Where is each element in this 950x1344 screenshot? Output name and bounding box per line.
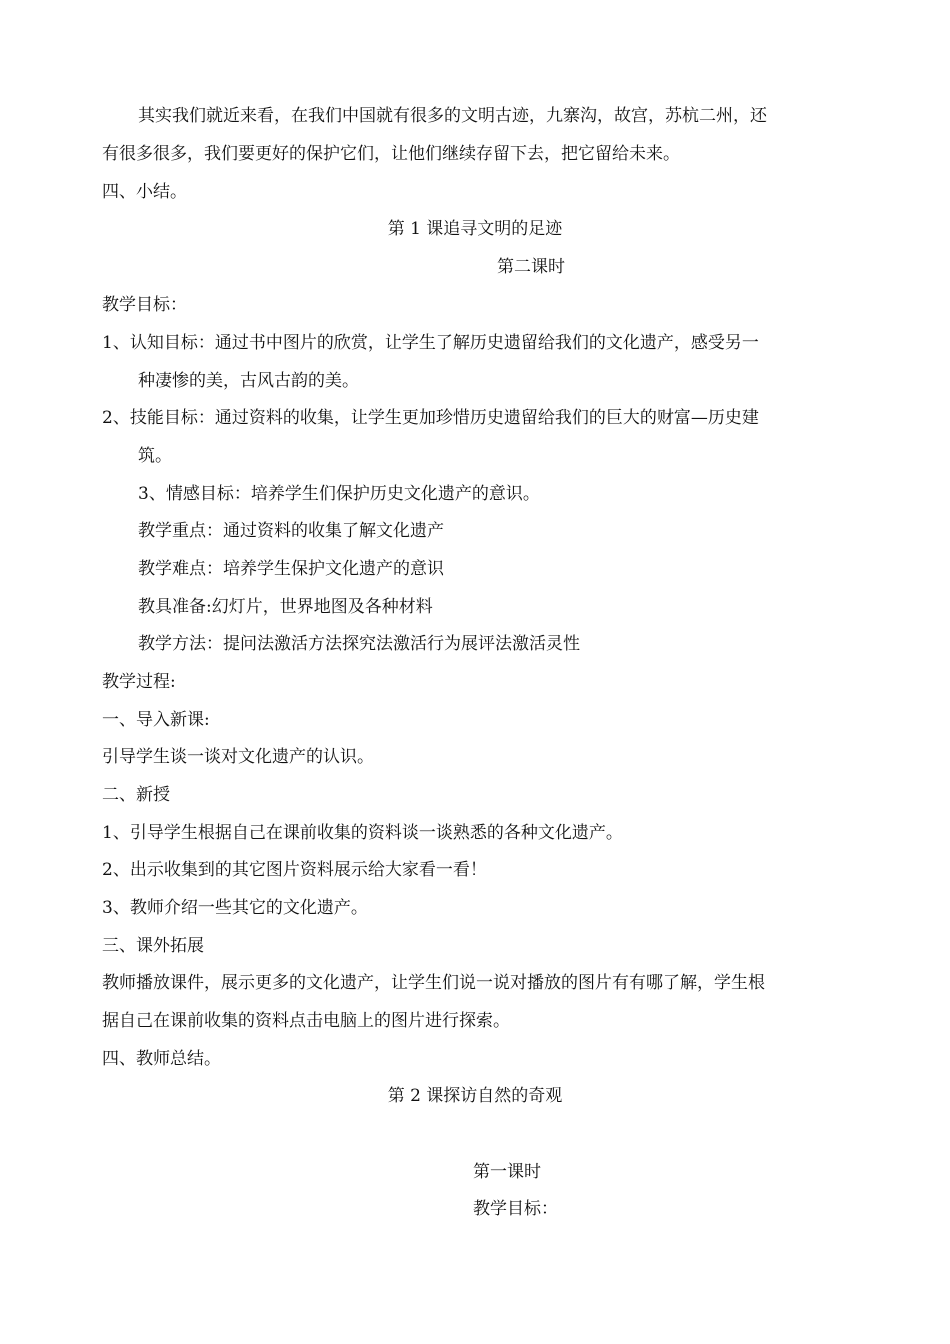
lesson-period: 第二课时 [497,257,565,277]
paragraph-line: 有很多很多，我们要更好的保护它们，让他们继续存留下去，把它留给未来。 [102,144,680,164]
step-item: 3、教师介绍一些其它的文化遗产。 [102,898,368,918]
step-text: 教师播放课件，展示更多的文化遗产，让学生们说一说对播放的图片有有哪了解，学生根 [102,973,765,993]
key-point: 教学重点：通过资料的收集了解文化遗产 [138,521,444,541]
methods: 教学方法：提问法激活方法探究法激活行为展评法激活灵性 [138,634,580,654]
materials: 教具准备:幻灯片，世界地图及各种材料 [138,597,433,617]
step-text: 据自己在课前收集的资料点击电脑上的图片进行探索。 [102,1011,510,1031]
step-heading: 二、新授 [102,785,170,805]
objective-item-continued: 筑。 [138,446,172,466]
step-item: 2、出示收集到的其它图片资料展示给大家看一看！ [102,860,487,880]
objective-item-continued: 种凄惨的美，古风古韵的美。 [138,371,359,391]
lesson-period: 第一课时 [473,1162,541,1182]
objective-item: 3、情感目标：培养学生们保护历史文化遗产的意识。 [138,484,540,504]
step-heading: 三、课外拓展 [102,936,204,956]
paragraph-line: 其实我们就近来看，在我们中国就有很多的文明古迹，九寨沟，故宫，苏杭二州，还 [138,106,767,126]
step-heading: 四、教师总结。 [102,1049,221,1069]
objectives-heading: 教学目标： [473,1199,558,1219]
objective-item: 1、认知目标：通过书中图片的欣赏，让学生了解历史遗留给我们的文化遗产，感受另一 [102,333,759,353]
step-heading: 一、导入新课: [102,710,210,730]
process-heading: 教学过程: [102,672,176,692]
lesson-title: 第 2 课探访自然的奇观 [387,1086,563,1106]
objectives-heading: 教学目标： [102,295,187,315]
section-heading: 四、小结。 [102,182,187,202]
lesson-title: 第 1 课追寻文明的足迹 [387,219,563,239]
objective-item: 2、技能目标：通过资料的收集，让学生更加珍惜历史遗留给我们的巨大的财富—历史建 [102,408,759,428]
step-item: 1、引导学生根据自己在课前收集的资料谈一谈熟悉的各种文化遗产。 [102,823,623,843]
difficulty: 教学难点：培养学生保护文化遗产的意识 [138,559,444,579]
step-text: 引导学生谈一谈对文化遗产的认识。 [102,747,374,767]
